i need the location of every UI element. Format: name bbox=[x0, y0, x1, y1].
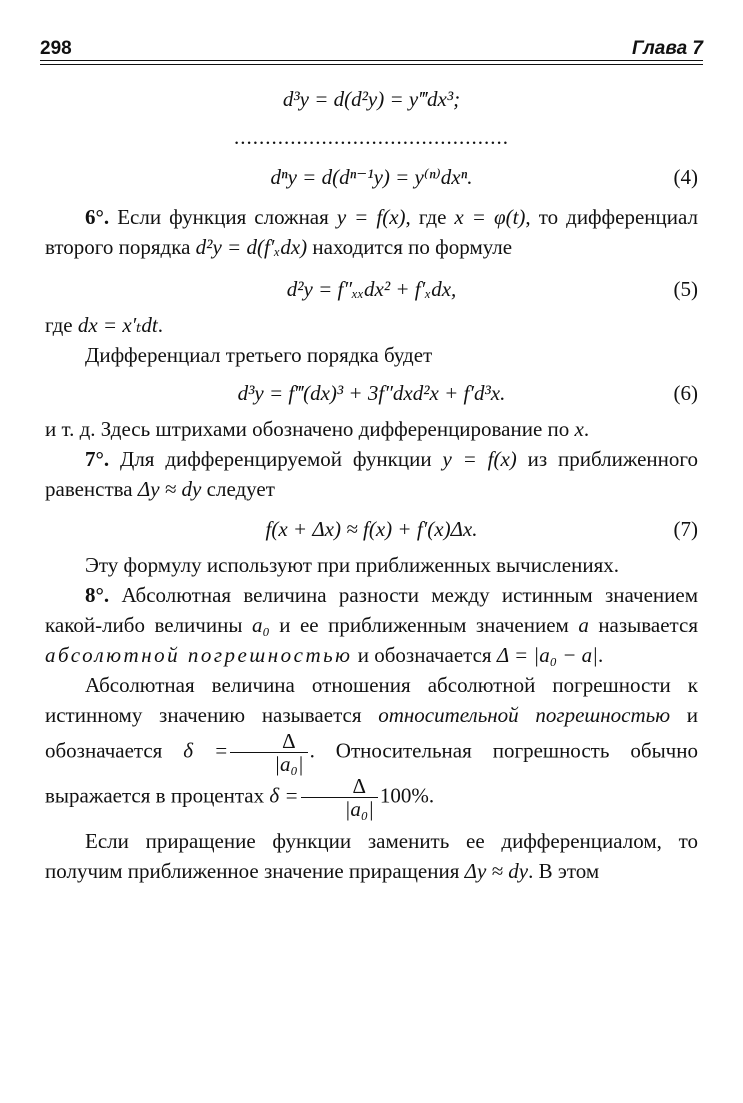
header-rule bbox=[40, 64, 703, 65]
defined-term: абсолютной погрешностью bbox=[45, 643, 353, 667]
fraction bbox=[301, 775, 378, 820]
inline-math: dx = x′ₜdt bbox=[77, 313, 158, 337]
section-marker: 8°. bbox=[85, 583, 110, 607]
page-header bbox=[40, 36, 703, 66]
equation-4 bbox=[45, 162, 698, 192]
equation-text: d³y = f‴(dx)³ + 3f″dxd²x + f′d³x. bbox=[237, 381, 506, 405]
percent-value: 100% bbox=[379, 783, 429, 808]
equation-text: dⁿy = d(dⁿ⁻¹y) = y⁽ⁿ⁾dxⁿ. bbox=[270, 165, 473, 189]
equation-5 bbox=[45, 274, 698, 304]
equation-number: (4) bbox=[673, 165, 698, 189]
equation-text: f(x + Δx) ≈ f(x) + f′(x)Δx. bbox=[265, 517, 478, 541]
inline-math: y = f(x) bbox=[336, 205, 406, 229]
inline-math: a₀ bbox=[251, 613, 270, 637]
equation-number: (6) bbox=[673, 381, 698, 405]
paragraph-7: 7°. Для дифференцируемой функции y = f(x) из приближенного равенства Δy ≈ dy следует bbox=[45, 447, 698, 501]
page-number: 298 bbox=[40, 38, 72, 59]
paragraph-third-order: Дифференциал третьего порядка будет bbox=[85, 343, 433, 367]
equation-text: d³y = d(d²y) = y‴dx³; bbox=[282, 87, 461, 111]
equation-text: d²y = f″ₓₓdx² + f′ₓdx, bbox=[286, 277, 457, 301]
paragraph-6: 6°. Если функция сложная y = f(x), где x = φ(t), то дифференциал второго порядка d²y = d(f′ₓdx) находится по формуле bbox=[45, 205, 698, 259]
paragraph-etc: и т. д. Здесь штрихами обозначено дифференцирование по x. bbox=[45, 417, 590, 441]
equation-d3y bbox=[45, 84, 698, 114]
inline-math: a bbox=[578, 613, 589, 637]
paragraph-relative-error: Абсолютная величина отношения абсолютной погрешности к истинному значению называется относительной погрешностью и обозначается δ = $\frac{\Delta}{\text{|a₀|}}$ . Относительная погрешность обычно выражается в процентах δ = $\frac{\Delta}{\text{|a₀|}}$ 100%. bbox=[45, 673, 698, 821]
equation-number: (5) bbox=[673, 277, 698, 301]
fraction bbox=[230, 730, 307, 775]
inline-math: Δy ≈ dy bbox=[464, 859, 529, 883]
section-marker: 6°. bbox=[85, 205, 110, 229]
inline-math: δ = bbox=[269, 783, 299, 808]
defined-term: относительной погрешностью bbox=[378, 703, 671, 727]
paragraph-last: Если приращение функции заменить ее дифференциалом, то получим приближенное значение приращения Δy ≈ dy. В этом bbox=[45, 829, 698, 883]
equation-6 bbox=[45, 378, 698, 408]
paragraph-8: 8°. Абсолютная величина разности между истинным значением какой-либо величины a₀ и ее приближенным значением a называется абсолютной погрешностью и обозначается Δ = |a₀ − a|. bbox=[45, 583, 698, 667]
page-body bbox=[45, 84, 698, 886]
inline-math: Δy ≈ dy bbox=[137, 477, 202, 501]
paragraph-approx: Эту формулу используют при приближенных вычислениях. bbox=[85, 553, 619, 577]
inline-math: x = φ(t) bbox=[454, 205, 526, 229]
section-marker: 7°. bbox=[85, 447, 110, 471]
paragraph-where: где dx = x′ₜdt. bbox=[45, 313, 163, 337]
equation-number: (7) bbox=[673, 517, 698, 541]
fraction-denominator: |a₀| bbox=[230, 752, 307, 775]
equation-7 bbox=[45, 514, 698, 544]
header-rule bbox=[40, 60, 703, 61]
fraction-numerator: Δ bbox=[282, 729, 296, 753]
inline-math: y = f(x) bbox=[442, 447, 517, 471]
inline-math: Δ = |a₀ − a| bbox=[496, 643, 598, 667]
fraction-numerator: Δ bbox=[352, 774, 366, 798]
ellipsis-line: ............................................ bbox=[234, 125, 509, 149]
chapter-title: Глава 7 bbox=[632, 38, 703, 59]
inline-math: d²y = d(f′ₓdx) bbox=[195, 235, 308, 259]
inline-math: δ = bbox=[183, 738, 229, 763]
fraction-denominator: |a₀| bbox=[301, 797, 378, 820]
inline-math: x bbox=[574, 417, 584, 441]
